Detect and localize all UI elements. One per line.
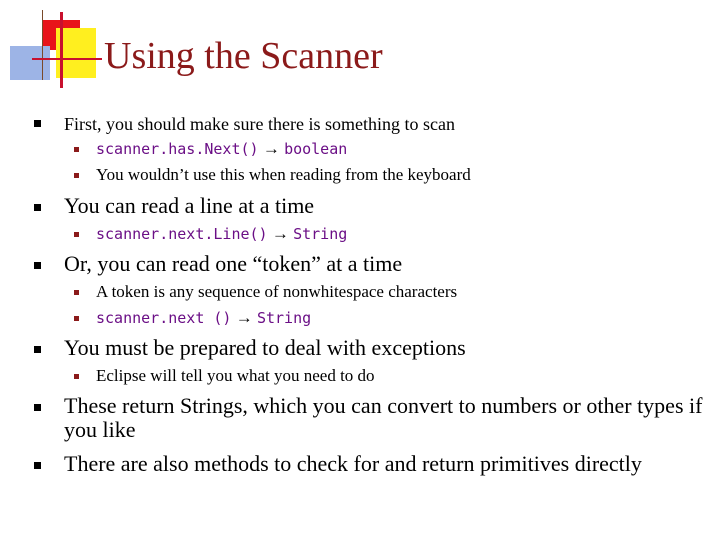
bullet-text: There are also methods to check for and return primitives directly xyxy=(64,451,642,476)
bullet-square xyxy=(34,346,41,353)
code-return-type: String xyxy=(256,309,312,327)
sub-bullet-text: A token is any sequence of nonwhitespace characters xyxy=(96,282,458,301)
sub-bullet-text xyxy=(96,139,347,159)
sub-bullet-text: Eclipse will tell you what you need to do xyxy=(96,366,375,385)
arrow-icon: → xyxy=(235,308,253,327)
sub-bullet-text xyxy=(96,224,347,244)
sub-bullet-square xyxy=(74,374,79,379)
bullet-square xyxy=(34,404,41,411)
bullet-text: You can read a line at a time xyxy=(64,193,315,218)
code-return-type: String xyxy=(293,225,348,243)
sub-bullet-square xyxy=(74,232,79,237)
bullet-square xyxy=(34,120,41,127)
bullet-text: First, you should make sure there is something to scan xyxy=(64,114,455,134)
code-method: scanner.next.Line() xyxy=(96,225,268,243)
bullet-square xyxy=(34,262,41,269)
code-method: scanner.has.Next() xyxy=(96,140,259,158)
sub-bullet-square xyxy=(74,290,79,295)
arrow-icon: → xyxy=(262,139,280,158)
sub-bullet-text xyxy=(96,308,311,328)
sub-bullet-square xyxy=(74,147,79,152)
bullet-square xyxy=(34,462,41,469)
bullet-text: You must be prepared to deal with exceptions xyxy=(64,335,466,360)
slide-title: Using the Scanner xyxy=(104,35,383,77)
bullet-square xyxy=(34,204,41,211)
sub-bullet-text: You wouldn’t use this when reading from the keyboard xyxy=(96,165,471,184)
sub-bullet-square xyxy=(74,173,79,178)
sub-bullet-square xyxy=(74,316,79,321)
code-return-type: boolean xyxy=(284,140,348,158)
arrow-icon: → xyxy=(271,224,289,243)
code-method: scanner.next () xyxy=(96,309,232,327)
bullet-text: Or, you can read one “token” at a time xyxy=(64,251,403,276)
bullet-text: These return Strings, which you can convert to numbers or other types if you like xyxy=(64,393,703,442)
